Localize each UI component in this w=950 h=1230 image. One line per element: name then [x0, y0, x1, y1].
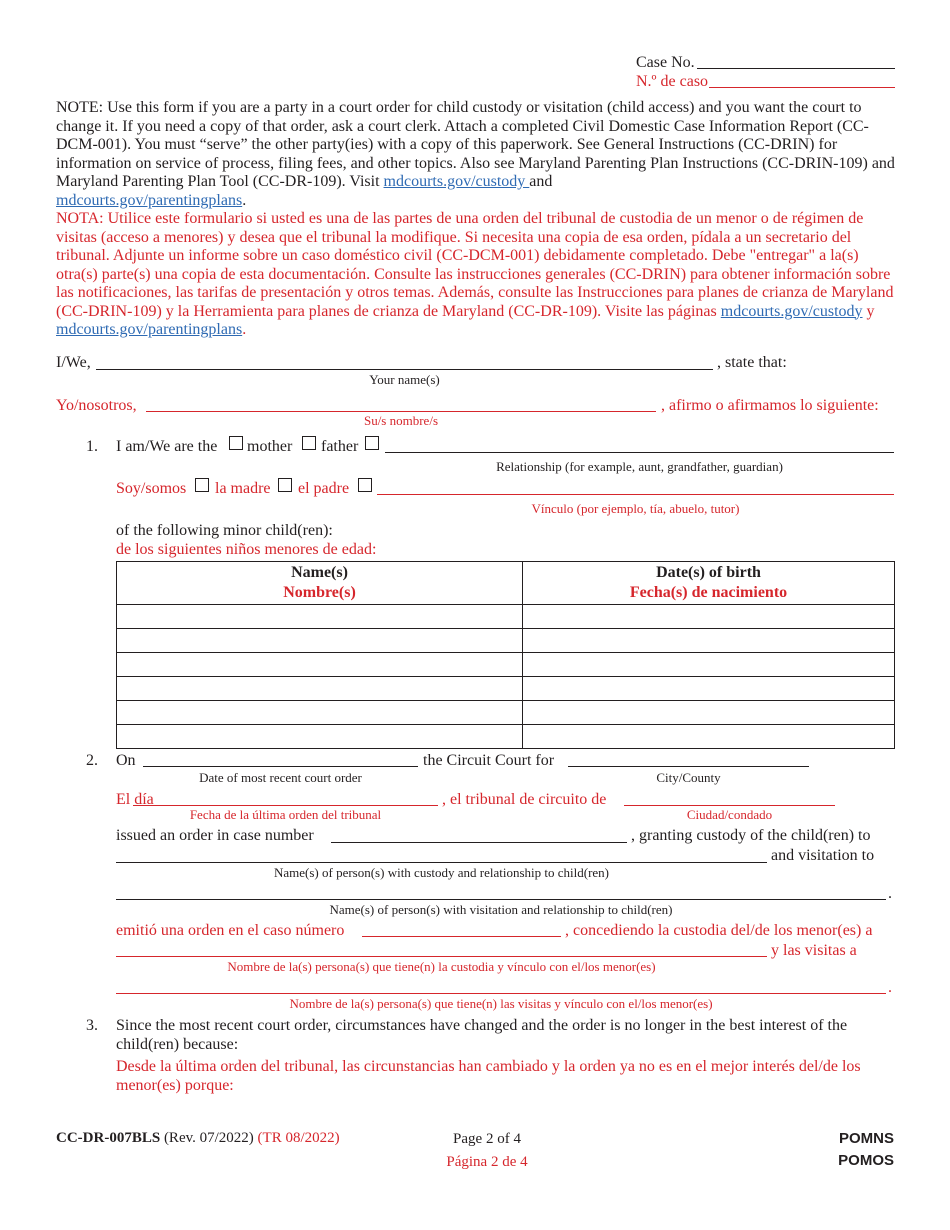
- note-spanish: NOTA: Utilice este formulario si usted es una de las partes de una orden del tribunal de custodia de un menor o de régimen de visitas (acceso a menores) y desea que el tribunal la modifique. Si necesita una copia de esa orden, pídala a un secretario del tribunal. Adjunte un informe sobre un caso doméstico civil (CC-DCM-001) debidamente completado. Debe "entregar" a la(s) otra(s) parte(s) una copia de esta documentación. Consulte las instrucciones generales (CC-DRIN) para obtener información sobre las notificaciones, las tarifas de presentación y otros temas. Además, consulte las Instrucciones para planes de crianza de Maryland (CC-DRIN-109) y la Herramienta para planes de crianza de Maryland (CC-DR-109). Visite las páginas mdcourts.gov/custody y mdcourts.gov/parentingplans.: [56, 210, 894, 338]
- relationship-field[interactable]: [385, 452, 894, 453]
- relationship-caption-es: Vínculo (por ejemplo, tía, abuelo, tutor): [531, 501, 740, 516]
- page-number: Page 2 of 4: [453, 1131, 521, 1147]
- parentingplans-link-es[interactable]: mdcourts.gov/parentingplans: [56, 321, 243, 338]
- father-checkbox[interactable]: [302, 436, 316, 450]
- table-row: [117, 605, 895, 629]
- granting-custody-label-es: , concediendo la custodia del/de los menor(es) a: [565, 922, 873, 939]
- state-that-label: , state that:: [717, 354, 787, 371]
- table-row: [117, 629, 895, 653]
- iwe-label: I/We,: [56, 354, 91, 371]
- dob-column-header: Date(s) of birth Fecha(s) de nacimiento: [523, 562, 895, 605]
- custody-persons-field[interactable]: [116, 862, 767, 863]
- order-date-caption-es: Fecha de la última orden del tribunal: [189, 807, 382, 822]
- table-header-row: [117, 562, 895, 605]
- granting-custody-label: , granting custody of the child(ren) to: [631, 827, 871, 844]
- city-county-field[interactable]: [568, 766, 809, 767]
- mother-checkbox-es[interactable]: [195, 478, 209, 492]
- child-dob-cell[interactable]: [523, 677, 895, 701]
- visitation-persons-caption: Name(s) of person(s) with visitation and relationship to child(ren): [329, 902, 673, 917]
- visitation-to-label-es: y las visitas a: [771, 942, 857, 959]
- child-dob-cell[interactable]: [523, 725, 895, 749]
- item2-number: 2.: [86, 752, 98, 769]
- visitation-persons-field-es[interactable]: [116, 993, 886, 994]
- custody-persons-caption: Name(s) of person(s) with custody and relationship to child(ren): [273, 865, 610, 880]
- name-field-es[interactable]: [146, 411, 656, 412]
- item1-lead-es: Soy/somos: [116, 480, 187, 497]
- table-row: [117, 725, 895, 749]
- child-name-cell[interactable]: [117, 629, 523, 653]
- mother-label: mother: [247, 438, 293, 455]
- order-date-field[interactable]: [143, 766, 418, 767]
- table-row: [117, 677, 895, 701]
- custody-persons-field-es[interactable]: [116, 956, 767, 957]
- relationship-field-es[interactable]: [377, 494, 894, 495]
- visitation-period-es: .: [888, 979, 892, 996]
- child-dob-cell[interactable]: [523, 629, 895, 653]
- item3-text: Since the most recent court order, circumstances have changed and the order is no longer in the best interest of the child(ren) because:: [116, 1017, 848, 1053]
- father-checkbox-es[interactable]: [278, 478, 292, 492]
- form-code-es: POMOS: [838, 1152, 894, 1169]
- mother-checkbox[interactable]: [229, 436, 243, 450]
- case-no-label: Case No.: [636, 54, 695, 71]
- note-english: NOTE: Use this form if you are a party in a court order for child custody or visitation (child access) and you want the court to change it. If you need a copy of that order, ask a court clerk. Attach a completed Civil Domestic Case Information Report (CC-DCM-001). You must “serve” the other party(ies) with a copy of this paperwork. See General Instructions (CC-DRIN) for information on service of process, filing fees, and other topics. Also see Maryland Parenting Plan Instructions (CC-DRIN-109) and Maryland Parenting Plan Tool (CC-DR-109). Visit mdcourts.gov/custody and mdcourts.gov/parentingplans.: [56, 99, 895, 209]
- case-no-field-es[interactable]: [709, 87, 895, 88]
- relationship-caption: Relationship (for example, aunt, grandfather, guardian): [496, 459, 783, 474]
- visitation-period: .: [888, 885, 892, 902]
- table-row: [117, 701, 895, 725]
- name-field[interactable]: [96, 369, 713, 370]
- form-code: CC-DR-007BLS: [56, 1130, 161, 1146]
- case-no-label-es: N.º de caso: [636, 73, 709, 90]
- on-label: On: [116, 752, 136, 769]
- item1-lead: I am/We are the: [116, 438, 218, 455]
- item1-number: 1.: [86, 438, 98, 455]
- child-name-cell[interactable]: [117, 605, 523, 629]
- table-row: [117, 653, 895, 677]
- child-name-cell[interactable]: [117, 701, 523, 725]
- other-relationship-checkbox-es[interactable]: [358, 478, 372, 492]
- following-children-label: of the following minor child(ren):: [116, 522, 333, 539]
- city-county-caption: City/County: [656, 770, 721, 785]
- page-number-es: Página 2 de 4: [446, 1154, 528, 1170]
- child-dob-cell[interactable]: [523, 701, 895, 725]
- city-county-caption-es: Ciudad/condado: [686, 807, 773, 822]
- el-dia-label: El día: [116, 791, 154, 808]
- child-name-cell[interactable]: [117, 653, 523, 677]
- visitation-persons-field[interactable]: [116, 899, 886, 900]
- child-dob-cell[interactable]: [523, 653, 895, 677]
- mother-label-es: la madre: [215, 480, 271, 497]
- visitation-persons-caption-es: Nombre de la(s) persona(s) que tiene(n) las visitas y vínculo con el/los menor(es): [289, 996, 713, 1011]
- parentingplans-link[interactable]: mdcourts.gov/parentingplans: [56, 191, 243, 209]
- form-footer: [56, 1130, 340, 1147]
- child-dob-cell[interactable]: [523, 605, 895, 629]
- father-label: father: [321, 438, 359, 455]
- issued-order-label: issued an order in case number: [116, 827, 314, 844]
- custody-link-es[interactable]: mdcourts.gov/custody: [720, 302, 863, 320]
- issued-order-label-es: emitió una orden en el caso número: [116, 922, 345, 939]
- form-code-en: POMNS: [838, 1130, 894, 1147]
- case-number-field-es[interactable]: [362, 936, 561, 937]
- order-date-caption: Date of most recent court order: [199, 770, 362, 785]
- item3-text-es: Desde la última orden del tribunal, las circunstancias han cambiado y la orden ya no es en el mejor interés del/de los menor(es) porque:: [116, 1058, 861, 1094]
- iwe-label-es: Yo/nosotros,: [56, 397, 137, 414]
- case-number-field[interactable]: [331, 842, 627, 843]
- note-block: [56, 99, 898, 340]
- city-county-field-es[interactable]: [624, 805, 835, 806]
- father-label-es: el padre: [298, 480, 350, 497]
- translation-date: (TR 08/2022): [257, 1130, 340, 1146]
- children-table: [116, 561, 895, 749]
- following-children-label-es: de los siguientes niños menores de edad:: [116, 541, 377, 558]
- circuit-court-label-es: , el tribunal de circuito de: [442, 791, 607, 808]
- names-column-header: Name(s) Nombre(s): [117, 562, 523, 605]
- child-name-cell[interactable]: [117, 677, 523, 701]
- item3-number: 3.: [86, 1017, 98, 1034]
- custody-persons-caption-es: Nombre de la(s) persona(s) que tiene(n) la custodia y vínculo con el/los menor(es): [227, 959, 656, 974]
- name-caption: Your name(s): [369, 372, 440, 387]
- order-date-field-es[interactable]: [133, 805, 438, 806]
- custody-link[interactable]: mdcourts.gov/custody: [383, 173, 530, 190]
- name-caption-es: Su/s nombre/s: [363, 413, 439, 428]
- visitation-to-label: and visitation to: [771, 847, 875, 864]
- other-relationship-checkbox[interactable]: [365, 436, 379, 450]
- case-no-field[interactable]: [697, 68, 895, 69]
- state-that-label-es: , afirmo o afirmamos lo siguiente:: [661, 397, 879, 414]
- circuit-court-label: the Circuit Court for: [423, 752, 555, 769]
- revision-date: (Rev. 07/2022): [160, 1130, 258, 1146]
- child-name-cell[interactable]: [117, 725, 523, 749]
